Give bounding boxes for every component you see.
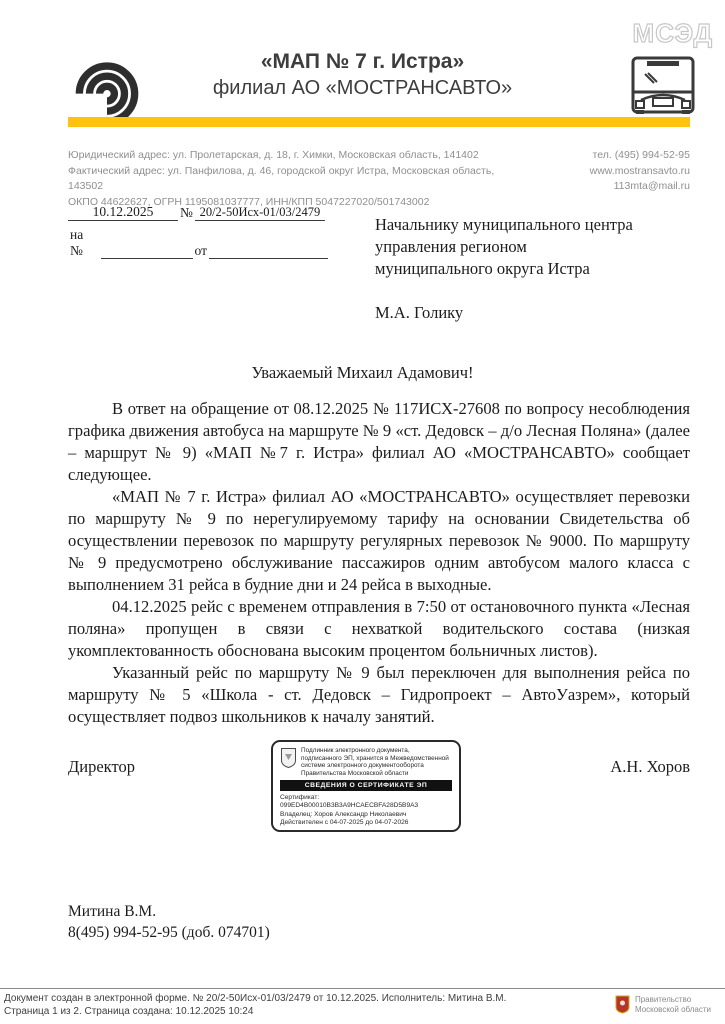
signer-position: Директор: [68, 757, 135, 776]
gov-footer: [615, 995, 711, 1014]
gov-line: Правительство: [634, 995, 692, 1004]
reference-block: [68, 204, 328, 259]
recipient-block: [375, 214, 675, 324]
incoming-reference: [68, 227, 328, 259]
mszd-watermark: МСЭД: [632, 18, 713, 48]
website: www.mostransavto.ru: [589, 164, 690, 177]
recipient-line: Начальнику муниципального центра: [375, 215, 633, 234]
executor-name: Митина В.М.: [68, 903, 157, 920]
gov-label: [635, 995, 711, 1014]
e-signature-stamp: [271, 740, 461, 832]
contact-block: [490, 148, 690, 195]
letter-date: 10.12.2025: [68, 204, 178, 221]
letter-number: 20/2-50Исх-01/03/2479: [195, 205, 325, 221]
reply-date-blank: [209, 258, 328, 259]
salutation: Уважаемый Михаил Адамович!: [251, 363, 474, 382]
stamp-bar-title: СВЕДЕНИЯ О СЕРТИФИКАТЕ ЭП: [280, 780, 452, 791]
bus-icon: [623, 52, 703, 118]
letter-body: [68, 398, 690, 728]
stamp-certificate: Сертификат: 099ED4B00010B3B3A9HCAECBFA28D5B9A3: [280, 793, 419, 810]
reply-to-label: на №: [70, 227, 84, 258]
footer-line: Страница 1 из 2. Страница создана: 10.12.2025 10:24: [4, 1005, 254, 1017]
recipient-line: управления регионом: [375, 237, 527, 256]
accent-divider: [68, 117, 690, 127]
letterhead-title: [0, 48, 725, 101]
executor-block: [68, 901, 270, 943]
moscow-region-emblem-icon: [615, 995, 630, 1014]
org-branch: филиал АО «МОСТРАНСАВТО»: [212, 77, 513, 99]
stamp-owner: Владелец: Хоров Александр Николаевич: [280, 810, 407, 818]
recipient-line: муниципального округа Истра: [375, 259, 590, 278]
signer-name: А.Н. Хоров: [610, 757, 690, 776]
stamp-validity: Действителен с 04-07-2025 до 04-07-2026: [280, 819, 409, 827]
outgoing-reference: [68, 204, 328, 221]
registration-codes: ОКПО 44622627, ОГРН 1195081037777, ИНН/КПП 5047227020/501743002: [68, 195, 430, 208]
address-block: [68, 148, 498, 210]
number-label: №: [180, 205, 193, 220]
recipient-name: М.А. Голику: [375, 303, 464, 322]
paragraph: 04.12.2025 рейс с временем отправления в 7:50 от остановочного пункта «Лесная поляна» пропущен в связи с нехваткой водительского состава (низкая укомплектованность обоснована высоким процентом больничных листов).: [68, 597, 690, 660]
actual-address: Фактический адрес: ул. Панфилова, д. 46, городской округ Истра, Московская область, 143502: [68, 164, 495, 192]
stamp-note: Подлинник электронного документа, подписанного ЭП, хранится в Межведомственной системе электронного документооборота Правительства Московской области: [301, 747, 449, 777]
org-name: «МАП № 7 г. Истра»: [260, 50, 465, 73]
footer-meta: [4, 993, 524, 1018]
paragraph: «МАП № 7 г. Истра» филиал АО «МОСТРАНСАВТО» осуществляет перевозки по маршруту № 9 по нерегулируемому тарифу на основании Свидетельства об осуществлении перевозок по маршруту регулярных перевозок № 9000. По маршруту № 9 предусмотрено обслуживание пассажиров одним автобусом малого класса с выполнением 31 рейса в будние дни и 24 рейса в выходные.: [68, 487, 690, 594]
phone: тел. (495) 994-52-95: [592, 149, 690, 161]
paragraph: Указанный рейс по маршруту № 9 был переключен для выполнения рейса по маршруту № 5 «Школа - ст. Дедовск – Гидропроект – АвтоУазрем», который осуществляет подвоз школьников к началу занятий.: [68, 663, 690, 726]
executor-phone: 8(495) 994-52-95 (доб. 074701): [68, 924, 270, 941]
footer-divider: [0, 988, 725, 989]
from-label: от: [194, 243, 207, 258]
email: 113mta@mail.ru: [613, 180, 690, 192]
reply-number-blank: [101, 258, 192, 259]
moscow-region-crest-icon: [280, 747, 297, 769]
gov-line: Московской области: [634, 1004, 711, 1014]
footer-line: Документ создан в электронной форме. № 20/2-50Исх-01/03/2479 от 10.12.2025. Исполнитель: Митина В.М.: [4, 993, 507, 1004]
paragraph: В ответ на обращение от 08.12.2025 № 117ИСХ-27608 по вопросу несоблюдения графика движения автобуса на маршруте № 9 «ст. Дедовск – д/о Лесная Поляна» (далее – маршрут № 9) «МАП №7 г. Истра» филиал АО «МОСТРАНСАВТО» сообщает следующее.: [68, 399, 690, 484]
legal-address: Юридический адрес: ул. Пролетарская, д. 18, г. Химки, Московская область, 141402: [68, 149, 479, 161]
